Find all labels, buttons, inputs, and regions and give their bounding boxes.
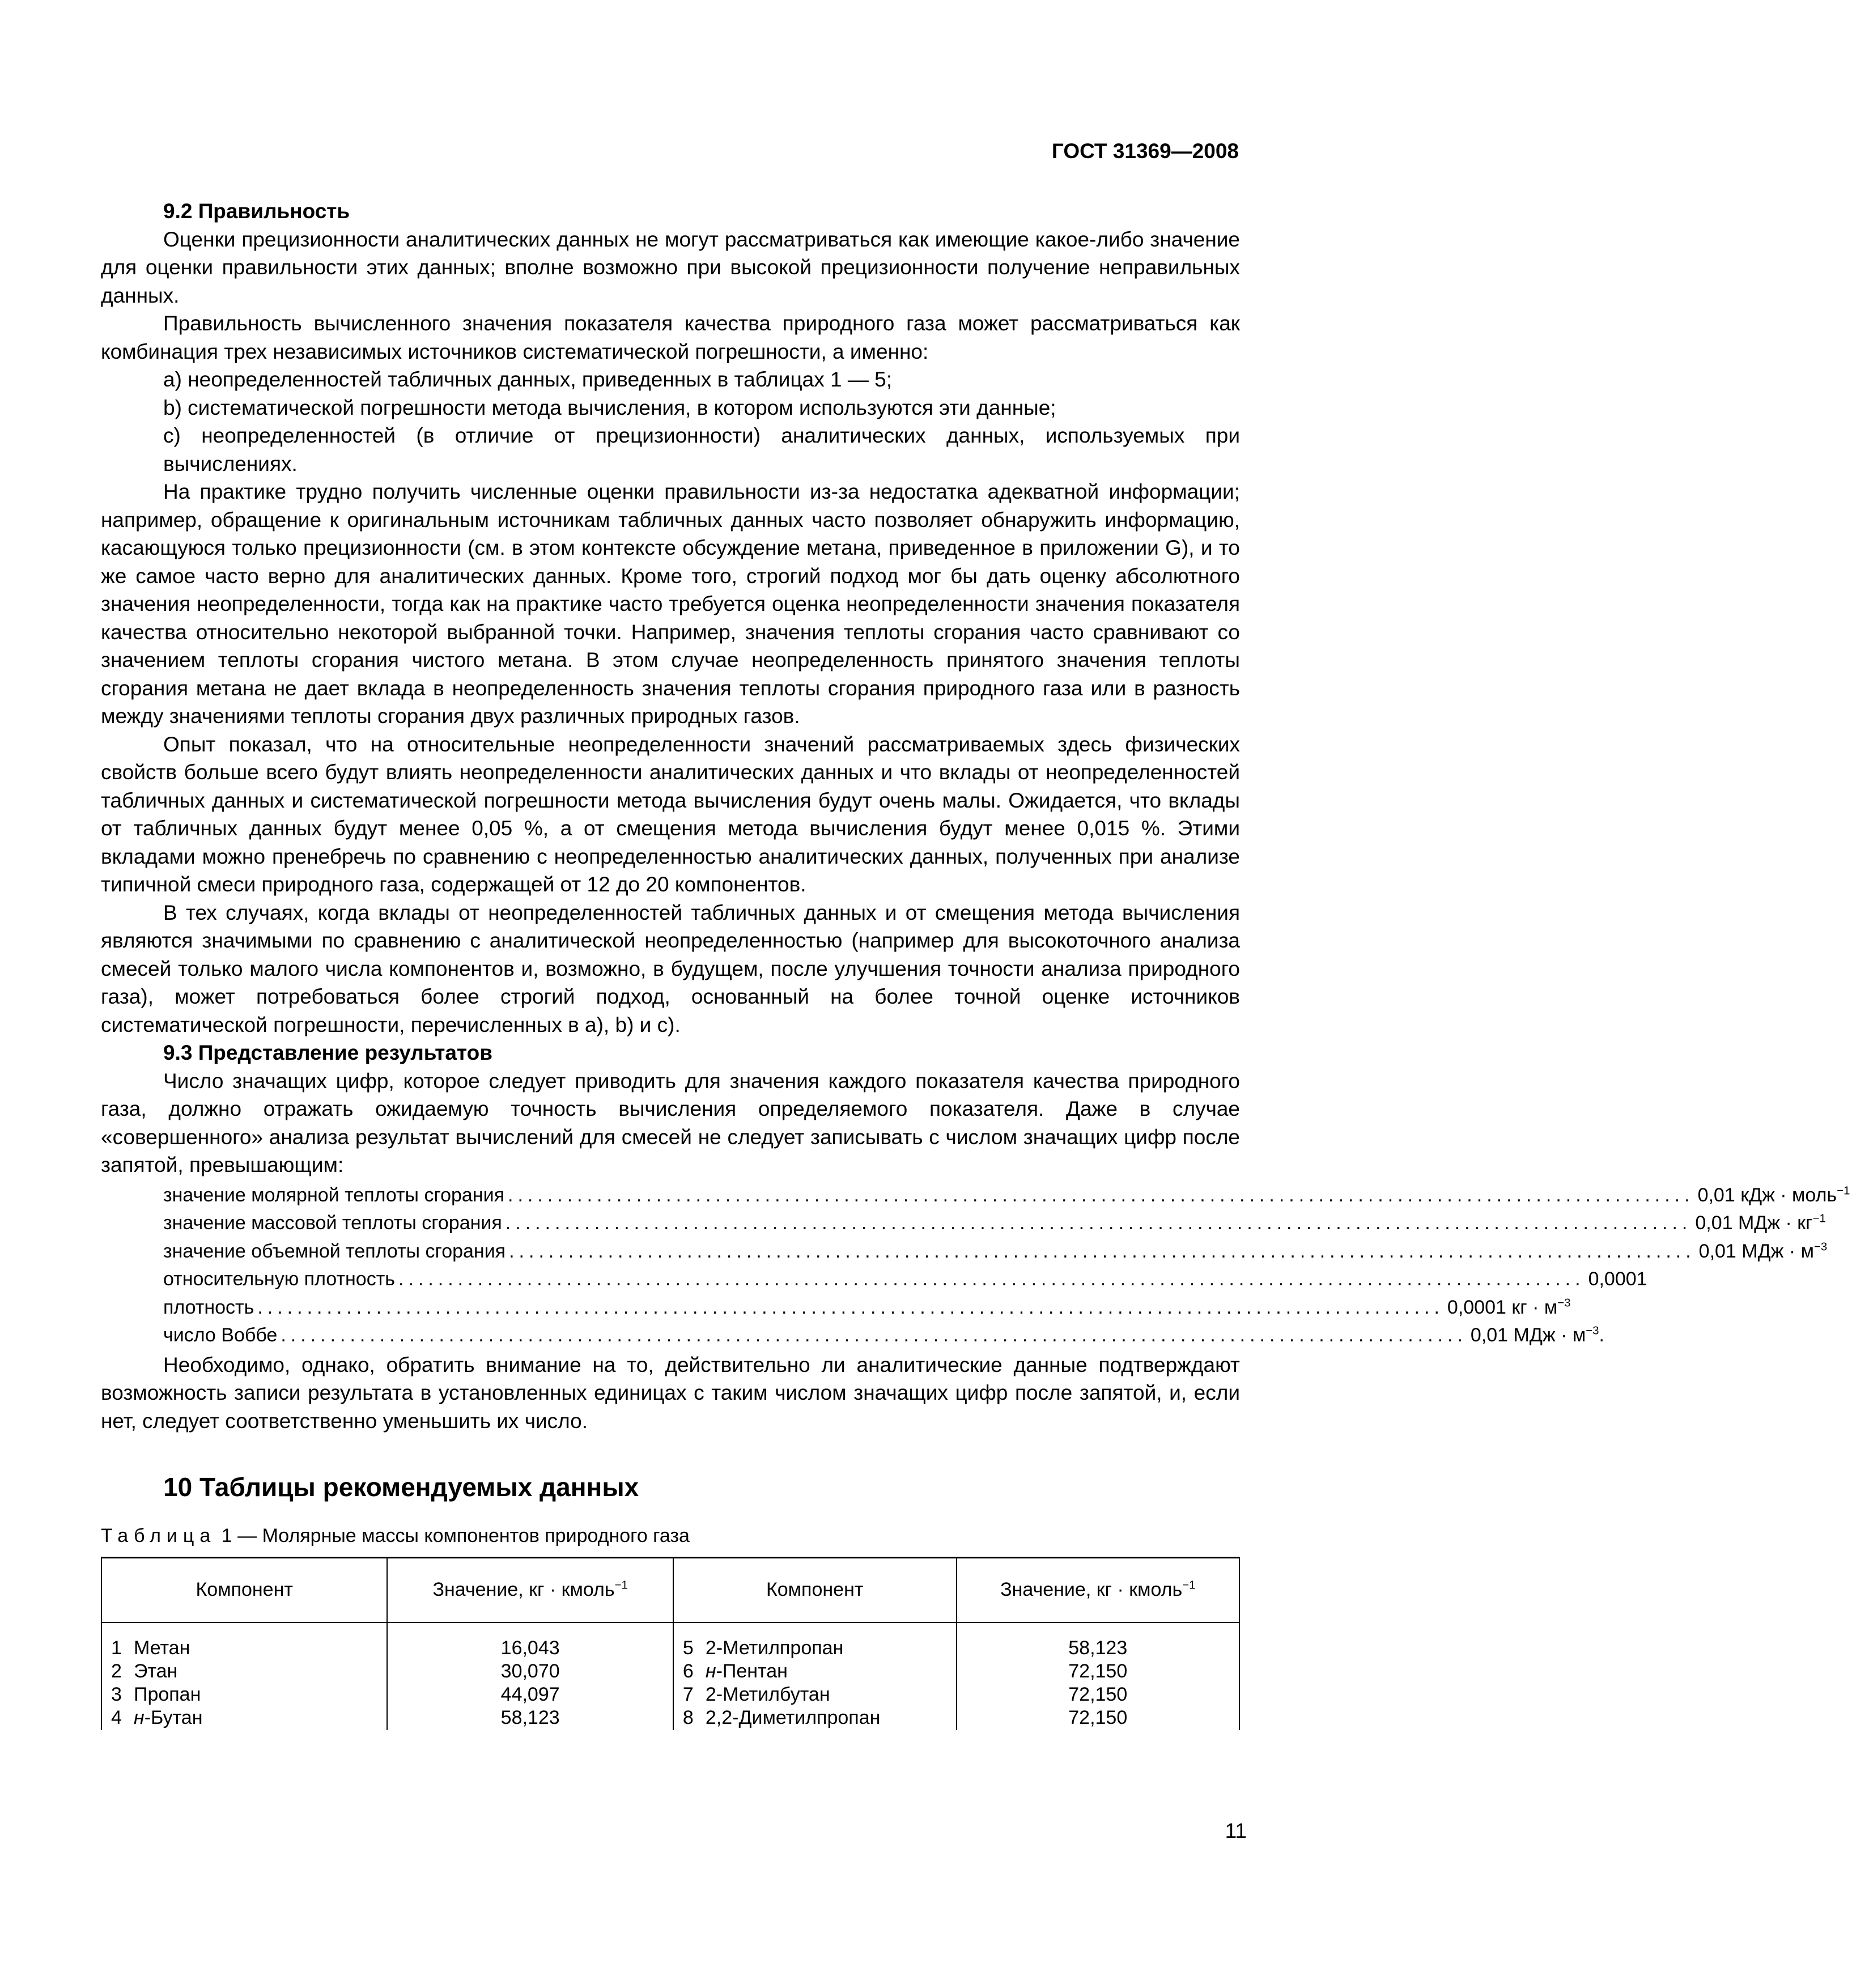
molar-mass-value: 72,150: [1068, 1707, 1128, 1728]
page-number: 11: [1225, 1819, 1247, 1842]
column-header-value: Значение, кг · кмоль$^{-1}$: [387, 1558, 673, 1623]
page-content: [101, 197, 1850, 1730]
paragraph: Оценки прецизионности аналитических данных не могут рассматриваться как имеющие какое-либо значение для оценки правильности этих данных; вполне возможно при высокой прецизионности получение неправильных данных.: [101, 227, 1240, 307]
paragraph: Опыт показал, что на относительные неопределенности значений рассматриваемых здесь физических свойств больше всего будут влиять неопределенности аналитических данных и что вклады от неопределенностей табличных данных и систематической погрешности метода вычисления будут очень малы. Ожидается, что вклады от табличных данных будут менее 0,05 %, а от смещения метода вычисления будут менее 0,015 %. Этими вкладами можно пренебречь по сравнению с неопределенностью аналитических данных, полученных при анализе типичной смеси природного газа, содержащей от 12 до 20 компонентов.: [101, 732, 1240, 896]
list-item: [163, 1294, 1571, 1322]
table-caption-text: 1 — Молярные массы компонентов природного газа: [221, 1524, 690, 1547]
right-component-cell: [673, 1622, 957, 1730]
column-header-value: Значение, кг · кмоль$^{-1}$: [957, 1558, 1239, 1623]
list-item: b) систематической погрешности метода вычисления, в котором используются эти данные;: [163, 396, 1056, 419]
molar-mass-value: 16,043: [500, 1637, 560, 1659]
component-name: 6 н-Пентан: [682, 1660, 788, 1682]
precision-value: 0,0001: [1588, 1268, 1647, 1290]
document-code: ГОСТ 31369—2008: [1051, 139, 1239, 163]
list-item: [163, 1238, 1828, 1266]
molar-mass-value: 72,150: [1068, 1660, 1128, 1682]
molar-mass-value: 58,123: [500, 1707, 560, 1728]
component-name: 2 Этан: [111, 1660, 178, 1682]
paragraph: В тех случаях, когда вклады от неопределенностей табличных данных и от смещения метода вычисления являются значимыми по сравнению с аналитической неопределенностью (например для высокоточного анализа смесей только малого числа компонентов и, возможно, в будущем, после улучшения точности анализа природного газа), может потребоваться более строгий подход, основанный на более точной оценке источников систематической погрешности, перечисленных в a), b) и c).: [101, 900, 1240, 1037]
list-item-c: c) неопределенностей (в отличие от прецизионности) аналитических данных, используемых при вычислениях.: [163, 424, 1240, 475]
dot-leader: ........................................................................................................................: [509, 1240, 1696, 1262]
component-name: 4 н-Бутан: [111, 1707, 203, 1728]
molar-mass-value: 44,097: [500, 1684, 560, 1705]
list-item: [163, 1209, 1826, 1238]
list-item: [163, 1322, 1604, 1350]
list-item: a) неопределенностей табличных данных, приведенных в таблицах 1 — 5;: [163, 368, 892, 391]
table-caption-label: Таблица: [101, 1524, 216, 1547]
dot-leader: ........................................................................................................................: [505, 1212, 1692, 1234]
quantity-label: значение массовой теплоты сгорания: [163, 1212, 502, 1234]
dot-leader: ........................................................................................................................: [281, 1324, 1467, 1346]
component-name: 5 2-Метилпропан: [682, 1637, 844, 1659]
right-value-cell: [957, 1622, 1239, 1730]
dot-leader: ........................................................................................................................: [257, 1296, 1444, 1318]
paragraph: Правильность вычисленного значения показателя качества природного газа может рассматриваться как комбинация трех независимых источников систематической погрешности, а именно:: [101, 312, 1240, 363]
table-caption: [101, 1522, 1240, 1551]
paragraph: На практике трудно получить численные оценки правильности из-за недостатка адекватной информации; например, обращение к оригинальным источникам табличных данных часто позволяет обнаружить информацию, касающуюся только прецизионности (см. в этом контексте обсуждение метана, приведенное в приложении G), и то же самое часто верно для аналитических данных. Кроме того, строгий подход мог бы дать оценку абсолютного значения неопределенности, тогда как на практике часто требуется оценка неопределенности значения показателя качества относительно некоторой выбранной точки. Например, значения теплоты сгорания часто сравнивают со значением теплоты сгорания чистого метана. В этом случае неопределенность принятого значения теплоты сгорания метана не дает вклада в неопределенность значения теплоты сгорания природного газа или в разность между значениями теплоты сгорания двух различных природных газов.: [101, 480, 1240, 728]
component-name: 7 2-Метилбутан: [682, 1684, 830, 1705]
dot-leader: ........................................................................................................................: [508, 1184, 1694, 1206]
precision-value: 0,01 МДж · $м^{-3}$.: [1470, 1324, 1604, 1346]
molar-mass-table: [101, 1557, 1240, 1730]
quantity-label: относительную плотность: [163, 1268, 395, 1290]
column-header-component: Компонент: [673, 1558, 957, 1623]
chapter-10-heading: 10 Таблицы рекомендуемых данных: [163, 1472, 639, 1502]
quantity-label: плотность: [163, 1296, 254, 1318]
paragraph: Число значащих цифр, которое следует приводить для значения каждого показателя качества природного газа, должно отражать ожидаемую точность вычисления определяемого показателя. Даже в случае «совершенного» анализа результат вычислений для смесей не следует записывать с числом значащих цифр после запятой, превышающим:: [101, 1069, 1240, 1176]
list-item: [163, 1182, 1850, 1210]
molar-mass-value: 30,070: [500, 1660, 560, 1682]
significant-digits-list: [163, 1182, 1850, 1350]
precision-value: 0,0001 кг · $м^{-3}$: [1447, 1296, 1571, 1318]
quantity-label: значение объемной теплоты сгорания: [163, 1240, 506, 1262]
section-9-2-heading: 9.2 Правильность: [163, 199, 350, 223]
quantity-label: число Воббе: [163, 1324, 278, 1346]
section-9-3-heading: 9.3 Представление результатов: [163, 1041, 492, 1064]
left-component-cell: [101, 1622, 387, 1730]
column-header-component: Компонент: [101, 1558, 387, 1623]
precision-value: 0,01 кДж · моль$^{-1}$: [1697, 1184, 1850, 1206]
molar-mass-value: 58,123: [1068, 1637, 1128, 1659]
component-name: 3 Пропан: [111, 1684, 201, 1705]
molar-mass-value: 72,150: [1068, 1684, 1128, 1705]
precision-value: 0,01 МДж · $кг^{-1}$: [1695, 1212, 1826, 1234]
component-name: 8 2,2-Диметилпропан: [682, 1707, 881, 1728]
list-item: [163, 1265, 1647, 1294]
dot-leader: ........................................................................................................................: [398, 1268, 1585, 1290]
left-value-cell: [387, 1622, 673, 1730]
paragraph: Необходимо, однако, обратить внимание на то, действительно ли аналитические данные подтверждают возможность записи результата в установленных единицах с таким числом значащих цифр после запятой, и, если нет, следует соответственно уменьшить их число.: [101, 1353, 1240, 1433]
error-sources-list: [101, 366, 1240, 478]
table-header-row: [101, 1558, 1239, 1623]
component-name: 1 Метан: [111, 1637, 190, 1659]
precision-value: 0,01 МДж · $м^{-3}$: [1698, 1240, 1828, 1262]
quantity-label: значение молярной теплоты сгорания: [163, 1184, 505, 1206]
table-row: [101, 1622, 1239, 1730]
